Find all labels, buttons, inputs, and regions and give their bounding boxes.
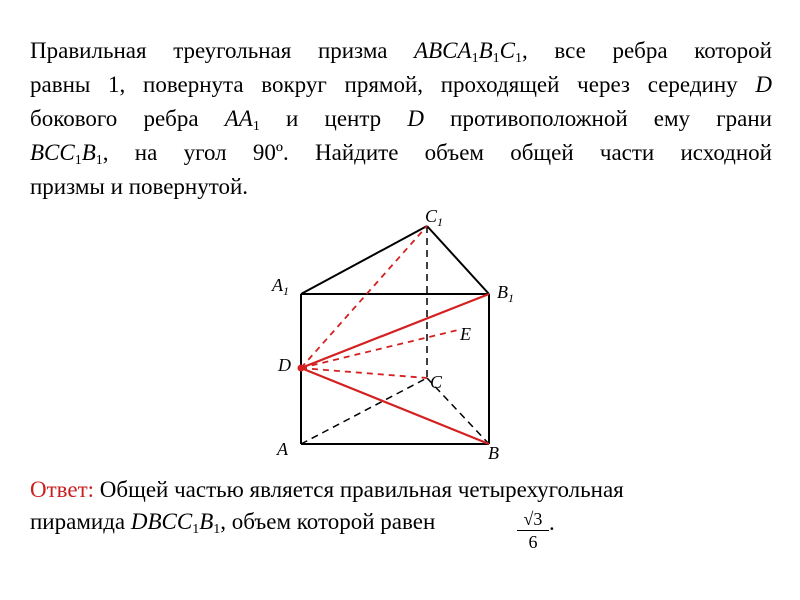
edge-c1-b1	[427, 226, 489, 294]
fraction-denominator: 6	[528, 532, 538, 552]
problem-line-3: бокового ребра $AA_1$ и центр D противоположной ему грани	[30, 106, 772, 134]
answer-text	[30, 474, 772, 538]
point-d	[298, 365, 305, 372]
edge-a1-c1	[301, 226, 427, 294]
red-d-e	[301, 330, 458, 368]
label-a: A	[277, 439, 288, 459]
label-e: E	[460, 324, 471, 344]
answer-fraction	[517, 508, 549, 553]
red-d-c1	[301, 226, 427, 368]
problem-line-2: равны 1, повернута вокруг прямой, проходящей через середину D	[30, 72, 772, 97]
label-b1: $B_1$	[497, 282, 514, 305]
red-d-b	[301, 368, 489, 444]
answer-label: Ответ:	[30, 477, 95, 502]
label-c1: $C_1$	[425, 206, 444, 229]
problem-line-1: Правильная треугольная призма $ABCA_1B_1C_1$, все ребра которой	[30, 38, 772, 66]
answer-line-1: Ответ: Общей частью является правильная четырехугольная	[30, 477, 624, 502]
fraction-numerator: √3	[517, 508, 549, 531]
problem-line-5: призмы и повернутой.	[30, 174, 249, 199]
label-c: C	[430, 372, 443, 392]
label-a1: $A_1$	[272, 275, 289, 298]
answer-period: .	[549, 510, 555, 535]
problem-line-4: $BCC_1B_1$, на угол 90º. Найдите объем общей части исходной	[30, 140, 772, 168]
label-d: D	[278, 355, 291, 375]
answer-line-2: пирамида $DBCC_1B_1$, объем которой равен	[30, 509, 436, 537]
label-b: B	[488, 443, 499, 463]
